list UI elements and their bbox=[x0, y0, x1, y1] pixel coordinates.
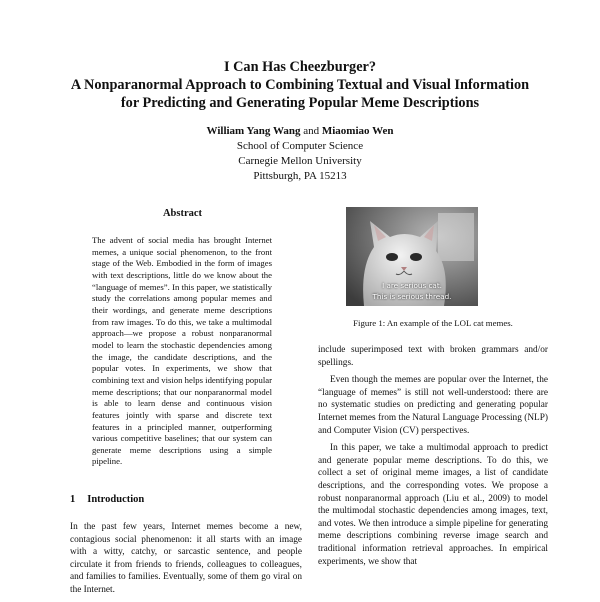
figure-label: Figure 1: An example of the LOL cat memes. bbox=[353, 318, 513, 328]
author-and: and bbox=[303, 125, 320, 137]
section-title: Introduction bbox=[87, 494, 145, 505]
title-line-3: for Predicting and Generating Popular Meme Descriptions bbox=[120, 95, 480, 111]
figure-lol-cat-image bbox=[346, 207, 478, 306]
author-1: William Yang Wang bbox=[206, 125, 301, 137]
abstract-heading: Abstract bbox=[162, 208, 203, 219]
right-paragraph-0: include superimposed text with broken grammars and/or spellings. bbox=[318, 345, 548, 368]
paper-title bbox=[40, 58, 560, 112]
right-paragraph-2: In this paper, we take a multimodal approach to predict and generate popular meme descriptions. To do this, we collect a set of original meme images, a list of candidate descriptions, and the corresponding votes. We propose a robust nonparanormal approach (Liu et al., 2009) to model the multimodal stochastic dependencies among images, text, and votes. We then introduce a simple pipeline for generating meme descriptions combining reverse image search and traditional information retrieval approaches. In empirical experiments, we show that bbox=[318, 443, 548, 567]
introduction-text bbox=[70, 521, 302, 602]
affiliation-line-3: Pittsburgh, PA 15213 bbox=[253, 170, 347, 182]
abstract-text: The advent of social media has brought Internet memes, a unique social phenomenon, to the front stage of the Web. Embodied in the form of images with text descriptions, little do we know about the “language of memes”. In this paper, we statistically study the correlations among popular memes and their wordings, and generate meme descriptions from raw images. To do this, we take a multimodal approach—we propose a robust nonparanormal model to learn the stochastic dependencies among the image, the candidate descriptions, and the popular votes. In experiments, we show that combining text and vision helps identifying popular meme descriptions; that our nonparanormal model is able to learn dense and continuous vision features jointly with sparse and discrete text features in a principled manner, outperforming various competitive baselines; that our system can generate meme descriptions using a simple pipeline. bbox=[92, 235, 272, 467]
author-2: Miaomiao Wen bbox=[321, 125, 394, 137]
author-block bbox=[100, 124, 500, 184]
right-column-text bbox=[318, 344, 548, 573]
section-heading-introduction bbox=[70, 494, 156, 505]
author-line bbox=[100, 124, 500, 139]
title-line-2: A Nonparanormal Approach to Combining Textual and Visual Information bbox=[70, 77, 530, 93]
affiliation-line-2: Carnegie Mellon University bbox=[238, 155, 362, 167]
figure-caption-text-2: This is serious thread. bbox=[372, 292, 452, 301]
figure-caption-text-1: I are serious cat. bbox=[382, 281, 442, 290]
intro-paragraph-1: In the past few years, Internet memes become a new, contagious social phenomenon: it all starts with an image with a witty, catchy, or sarcastic sentence, and people circulate it from friends to friends, colleagues to colleagues, and families to families. Eventually, some of them go viral on the Internet. bbox=[70, 522, 302, 595]
right-paragraph-1: Even though the memes are popular over the Internet, the “language of memes” is still not well-understood: there are no systematic studies on predicting and generating popular Internet memes from the Natural Language Processing (NLP) and Computer Vision (CV) perspectives. bbox=[318, 375, 548, 436]
affiliation-line-1: School of Computer Science bbox=[236, 140, 364, 152]
title-line-1: I Can Has Cheezburger? bbox=[223, 59, 377, 75]
section-number: 1 bbox=[70, 494, 76, 505]
